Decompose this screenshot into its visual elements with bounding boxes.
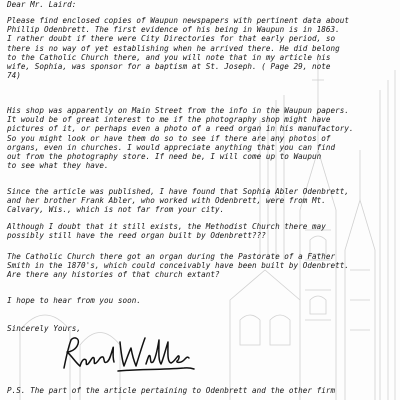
- paragraph-line: out from the photography store. If need be, I will come up to Waupun: [7, 151, 322, 161]
- paragraph-line: Calvary, Wis., which is not far from your city.: [7, 205, 225, 215]
- paragraph-line: I hope to hear from you soon.: [7, 296, 142, 305]
- paragraph: [7, 16, 349, 80]
- paragraph-line: Since the article was published, I have found that Sophia Abler Odenbrett,: [7, 187, 350, 196]
- paragraph-line: The Catholic Church there got an organ during the Pastorate of a Father: [7, 252, 336, 261]
- paragraph-line: to see what they have.: [7, 161, 109, 171]
- paragraph-line: possibly still have the reed organ built by Odenbrett???: [7, 231, 266, 241]
- postscript: P.S. The part of the article pertaining to Odenbrett and the other firm: [7, 386, 336, 395]
- paragraph-line: Although I doubt that it still exists, the Methodist Church there may: [7, 222, 326, 231]
- paragraph: [7, 252, 349, 280]
- handwritten-signature: [58, 334, 198, 376]
- paragraph-line: to the Catholic Church there, and you will note that in my article his: [7, 52, 331, 62]
- paragraph: [7, 222, 326, 240]
- paragraph-line: Phillip Odenbrett. The first evidence of his being in Waupun is in 1863.: [7, 25, 340, 35]
- paragraph: [7, 187, 349, 215]
- paragraph-line: I rather doubt if there were City Directories for that early period, so: [7, 34, 336, 44]
- salutation: Dear Mr. Laird:: [7, 0, 77, 9]
- paragraph-line: organs, even in churches. I would appreciate anything that you can find: [7, 142, 336, 152]
- paragraph-line: Are there any histories of that church extant?: [7, 270, 220, 280]
- paragraph-line: 74): [7, 71, 21, 81]
- paragraph: [7, 296, 141, 305]
- paragraph-line: Please find enclosed copies of Waupun newspapers with pertinent data about: [7, 16, 350, 25]
- paragraph-line: So you might look or have them do so to see if there are any photos of: [7, 133, 331, 143]
- closing: Sincerely Yours,: [7, 324, 81, 333]
- paragraph-line: Smith in the 1870's, which could conceivably have been built by Odenbrett.: [7, 261, 350, 271]
- paragraph-line: His shop was apparently on Main Street from the info in the Waupun papers.: [7, 106, 350, 115]
- paragraph: [7, 106, 354, 170]
- paragraph-line: It would be of great interest to me if the photography shop might have: [7, 115, 331, 125]
- paragraph-line: there is no way of yet establishing when he arrived there. He did belong: [7, 43, 340, 53]
- paragraph-line: and her brother Frank Abler, who worked with Odenbrett, were from Mt.: [7, 196, 326, 206]
- paragraph-line: wife, Sophia, was sponsor for a baptism at St. Joseph. ( Page 29, note: [7, 61, 331, 71]
- paragraph-line: pictures of it, or perhaps even a photo of a reed organ in his manufactory.: [7, 124, 354, 134]
